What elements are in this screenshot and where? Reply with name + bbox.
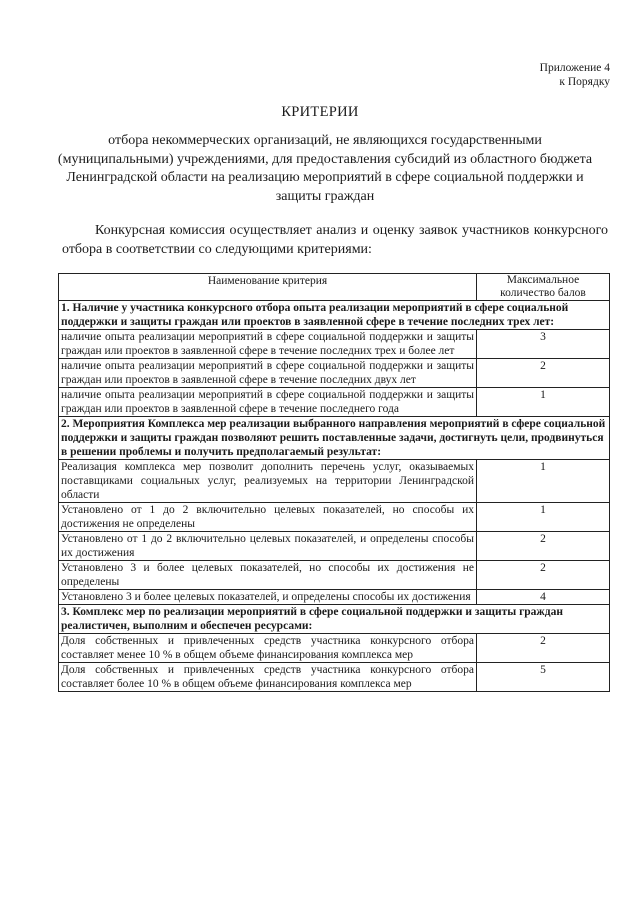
criterion-text: наличие опыта реализации мероприятий в сфере социальной поддержки и защиты граждан или проектов в заявленной сфере в течение последних трех и более лет	[59, 330, 477, 359]
header-criterion-name: Наименование критерия	[59, 274, 477, 301]
criterion-text: Установлено 3 и более целевых показателей, и определены способы их достижения	[59, 590, 477, 605]
table-row	[59, 532, 610, 561]
criterion-text: Установлено 3 и более целевых показателей, но способы их достижения не определены	[59, 561, 477, 590]
table-row	[59, 503, 610, 532]
criterion-score: 1	[477, 503, 610, 532]
table-row	[59, 663, 610, 692]
criterion-score: 2	[477, 359, 610, 388]
appendix-note	[540, 61, 610, 89]
appendix-line-2: к Порядку	[559, 76, 610, 88]
section-title: 2. Мероприятия Комплекса мер реализации выбранного направления мероприятий в сфере социальной поддержки и защиты граждан позволяют решить поставленные задачи, достигнуть цели, продвинуться в решении проблемы и получить предполагаемый результат:	[59, 417, 610, 460]
table-row	[59, 359, 610, 388]
criterion-score: 2	[477, 532, 610, 561]
criterion-score: 5	[477, 663, 610, 692]
criterion-text: Установлено от 1 до 2 включительно целевых показателей, и определены способы их достижения	[59, 532, 477, 561]
criterion-score: 4	[477, 590, 610, 605]
table-row	[59, 460, 610, 503]
criterion-text: Установлено от 1 до 2 включительно целевых показателей, но способы их достижения не определены	[59, 503, 477, 532]
criterion-score: 1	[477, 388, 610, 417]
criterion-text: Доля собственных и привлеченных средств участника конкурсного отбора составляет более 10 % в общем объеме финансирования комплекса мер	[59, 663, 477, 692]
section-header	[59, 301, 610, 330]
table-row	[59, 330, 610, 359]
table-row	[59, 590, 610, 605]
intro-paragraph: Конкурсная комиссия осуществляет анализ и оценку заявок участников конкурсного отбора в соответствии со следующими критериями:	[62, 223, 608, 257]
header-max-score: Максимальное количество балов	[477, 274, 610, 301]
criterion-text: наличие опыта реализации мероприятий в сфере социальной поддержки и защиты граждан или проектов в заявленной сфере в течение последнего года	[59, 388, 477, 417]
criterion-score: 3	[477, 330, 610, 359]
table-row	[59, 388, 610, 417]
table-row	[59, 561, 610, 590]
criterion-text: Реализация комплекса мер позволит дополнить перечень услуг, оказываемых поставщиками социальных услуг, реализуемых на территории Ленинградской области	[59, 460, 477, 503]
table-header-row	[59, 274, 610, 301]
criterion-text: наличие опыта реализации мероприятий в сфере социальной поддержки и защиты граждан или проектов в заявленной сфере в течение последних двух лет	[59, 359, 477, 388]
criterion-score: 2	[477, 634, 610, 663]
document-title: КРИТЕРИИ	[281, 104, 359, 120]
section-header	[59, 605, 610, 634]
criterion-score: 1	[477, 460, 610, 503]
document-subtitle: отбора некоммерческих организаций, не являющихся государственными (муниципальными) учреждениями, для предоставления субсидий из областного бюджета Ленинградской области на реализацию мероприятий в сфере социальной поддержки и защиты граждан	[57, 133, 593, 204]
section-title: 3. Комплекс мер по реализации мероприятий в сфере социальной поддержки и защиты граждан реалистичен, выполним и обеспечен ресурсами:	[59, 605, 610, 634]
criteria-table	[58, 273, 610, 692]
section-header	[59, 417, 610, 460]
criterion-score: 2	[477, 561, 610, 590]
appendix-line-1: Приложение 4	[539, 62, 610, 74]
section-title: 1. Наличие у участника конкурсного отбора опыта реализации мероприятий в сфере социальной поддержки и защиты граждан или проектов в заявленной сфере в течение последних трех лет:	[59, 301, 610, 330]
criterion-text: Доля собственных и привлеченных средств участника конкурсного отбора составляет менее 10 % в общем объеме финансирования комплекса мер	[59, 634, 477, 663]
table-row	[59, 634, 610, 663]
